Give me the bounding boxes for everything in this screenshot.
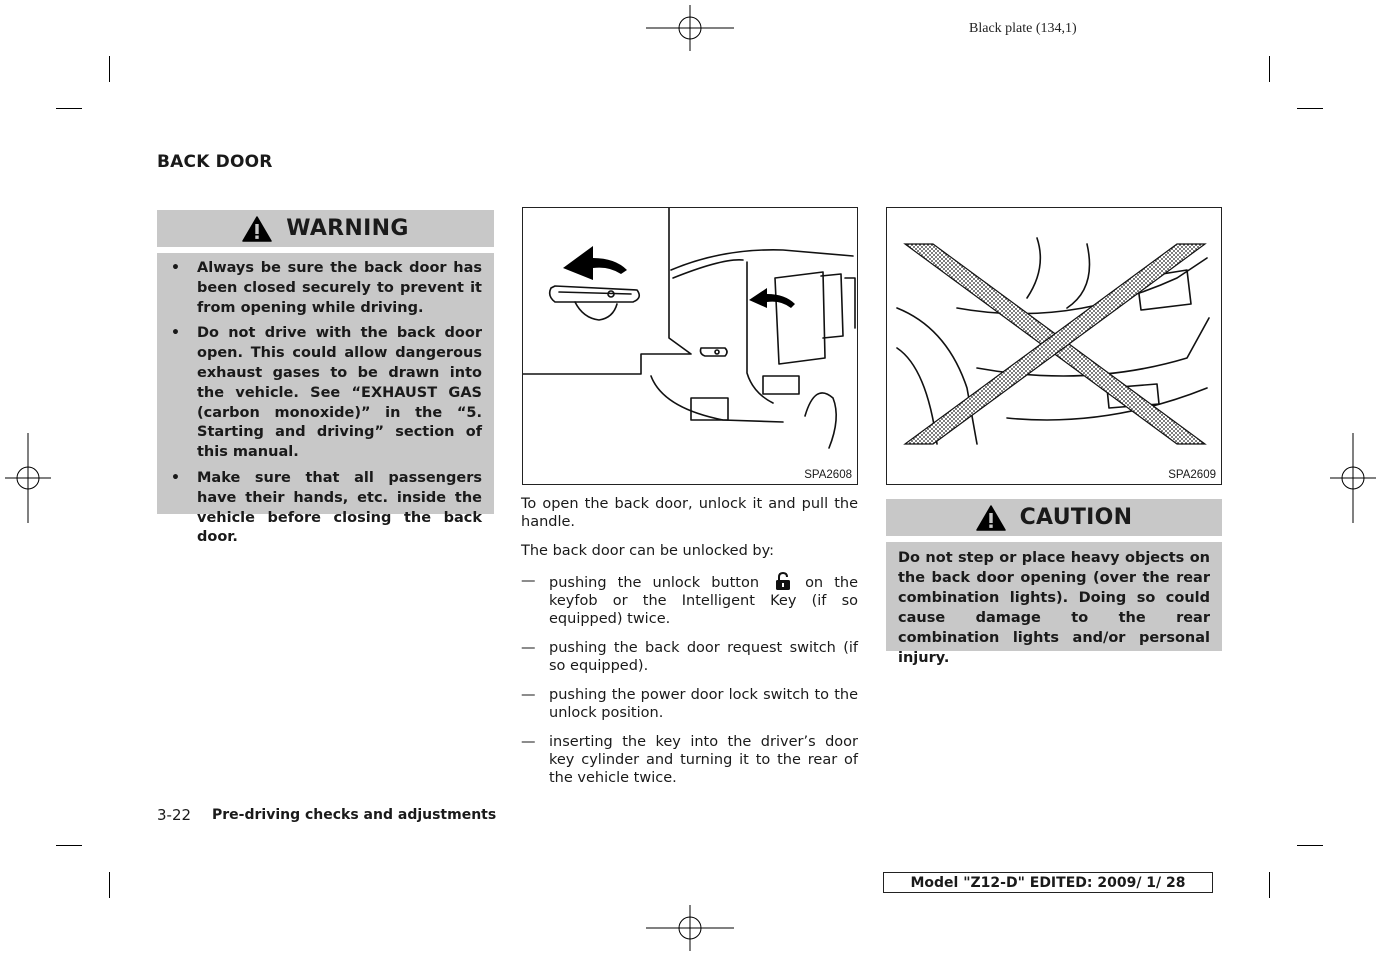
list-item bbox=[521, 733, 858, 787]
figure-do-not-step bbox=[886, 207, 1222, 485]
dash-marker: — bbox=[521, 734, 536, 750]
edited-label: EDITED: bbox=[1024, 874, 1098, 891]
section-title: BACK DOOR bbox=[157, 152, 273, 172]
unlock-method-list bbox=[521, 572, 858, 798]
caution-header bbox=[886, 499, 1222, 536]
registration-mark-top bbox=[646, 5, 734, 51]
warning-triangle-icon bbox=[242, 216, 272, 242]
figure-code: SPA2608 bbox=[804, 469, 852, 481]
warning-title: WARNING bbox=[286, 216, 409, 241]
registration-mark-left bbox=[5, 433, 51, 523]
warning-body bbox=[157, 253, 494, 546]
warning-item: • Always be sure the back door has been closed securely to prevent it from opening while driving. bbox=[169, 259, 482, 318]
figure-code: SPA2609 bbox=[1168, 469, 1216, 481]
model-value: "Z12-D" bbox=[963, 874, 1025, 891]
edited-value: 2009/ 1/ 28 bbox=[1097, 874, 1186, 891]
dash-marker: — bbox=[521, 573, 536, 589]
list-item-text: inserting the key into the driver’s door key cylinder and turning it to the rear of the vehicle twice. bbox=[549, 734, 858, 786]
registration-mark-right bbox=[1330, 433, 1376, 523]
warning-item: • Do not drive with the back door open. This could allow dangerous exhaust gases to be drawn into the vehicle. See “EXHAUST GAS (carbon monoxide)” in the “5. Starting and driving” section of this manual. bbox=[169, 324, 482, 463]
list-item-text: on the keyfob or the Intelligent Key (if so equipped) twice. bbox=[549, 575, 858, 627]
footer-section-name: Pre-driving checks and adjustments bbox=[212, 807, 497, 823]
model-edited-box bbox=[883, 872, 1213, 893]
page-number: 3-22 bbox=[157, 806, 192, 824]
warning-item: • Make sure that all passengers have their hands, etc. inside the vehicle before closing the back door. bbox=[169, 469, 482, 548]
registration-mark-bottom bbox=[646, 905, 734, 951]
plate-label: Black plate (134,1) bbox=[969, 21, 1077, 36]
dash-marker: — bbox=[521, 687, 536, 703]
warning-triangle-icon bbox=[976, 505, 1006, 531]
back-door-illustration bbox=[523, 208, 857, 484]
list-item-text: pushing the back door request switch (if so equipped). bbox=[549, 640, 858, 674]
figure-open-back-door bbox=[522, 207, 858, 485]
paragraph-open-instructions: To open the back door, unlock it and pull the handle. bbox=[521, 496, 858, 530]
caution-text: Do not step or place heavy objects on the back door opening (over the rear combination lights). Doing so could cause damage to the rear combination lights and/or personal injury. bbox=[886, 542, 1222, 651]
caution-title: CAUTION bbox=[1019, 505, 1133, 530]
paragraph-unlock-methods: The back door can be unlocked by: bbox=[521, 543, 775, 559]
list-item-text: pushing the unlock button bbox=[549, 575, 760, 591]
model-label: Model bbox=[910, 874, 964, 891]
list-item bbox=[521, 572, 858, 628]
dash-marker: — bbox=[521, 640, 536, 656]
warning-list bbox=[169, 259, 482, 548]
list-item-text: pushing the power door lock switch to the unlock position. bbox=[549, 687, 858, 721]
warning-header bbox=[157, 210, 494, 247]
do-not-step-illustration bbox=[887, 208, 1221, 484]
unlock-padlock-icon bbox=[775, 572, 791, 590]
list-item bbox=[521, 639, 858, 675]
list-item bbox=[521, 686, 858, 722]
